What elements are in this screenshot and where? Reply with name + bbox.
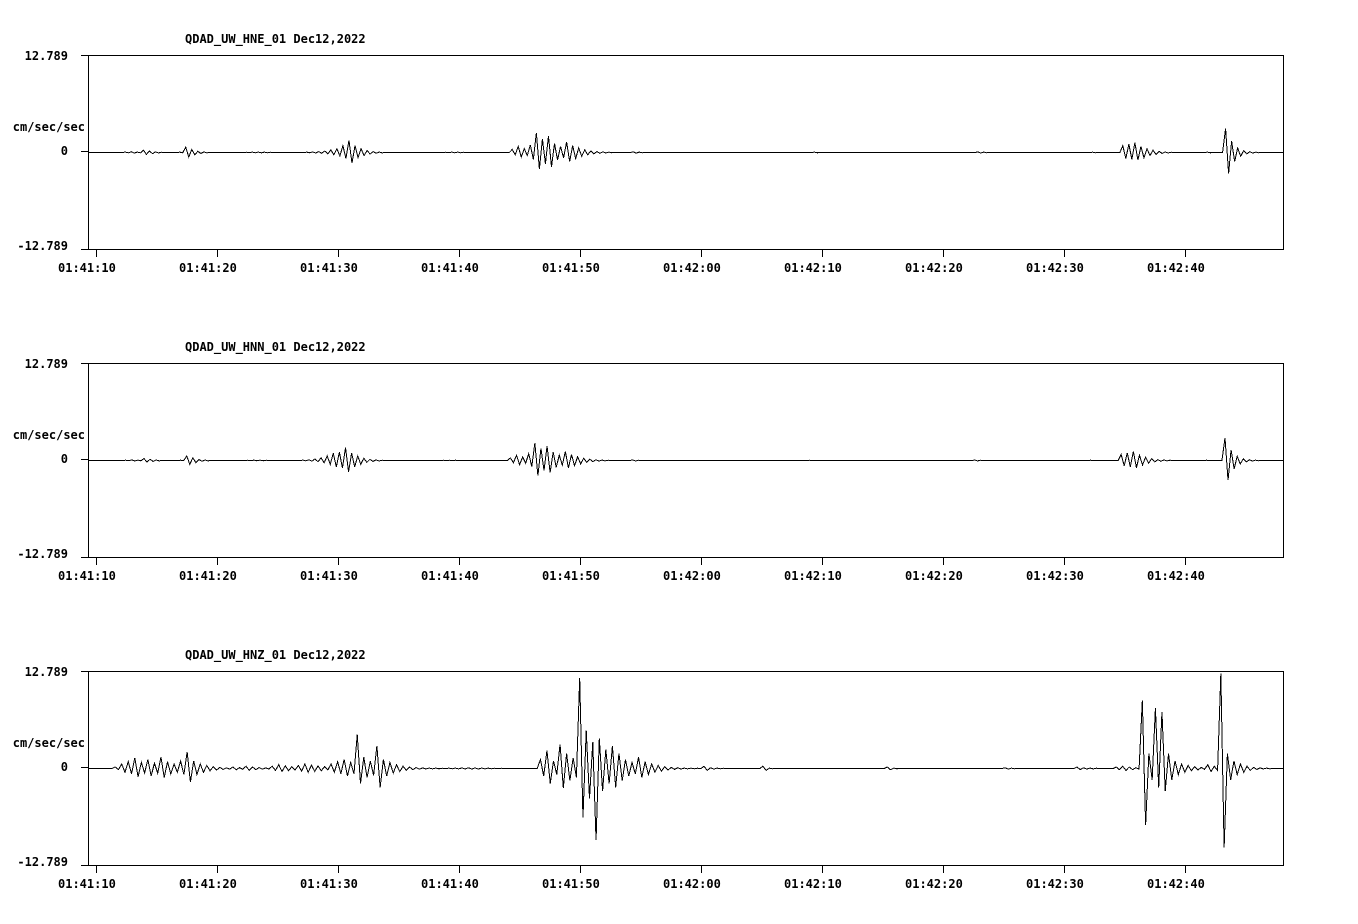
- x-tick-label: 01:42:30: [1026, 877, 1084, 891]
- ytick-mark: [81, 459, 89, 460]
- xtick-mark: [580, 250, 581, 257]
- waveform-hnz: [89, 672, 1283, 865]
- x-tick-label: 01:42:20: [905, 877, 963, 891]
- panel-hnz: [0, 616, 1358, 924]
- x-tick-label: 01:42:00: [663, 569, 721, 583]
- ytick-mark: [81, 151, 89, 152]
- x-tick-label: 01:42:10: [784, 877, 842, 891]
- x-tick-label: 01:42:30: [1026, 261, 1084, 275]
- xtick-mark: [1064, 250, 1065, 257]
- x-tick-label: 01:41:30: [300, 261, 358, 275]
- ytick-mark: [81, 363, 89, 364]
- x-tick-label: 01:41:10: [58, 877, 116, 891]
- x-tick-label: 01:42:40: [1147, 569, 1205, 583]
- xtick-mark: [822, 558, 823, 565]
- x-tick-label: 01:41:50: [542, 569, 600, 583]
- ytick-mark: [81, 671, 89, 672]
- xtick-mark: [1064, 866, 1065, 873]
- y-tick-min-hne: -12.789: [17, 239, 68, 253]
- x-tick-label: 01:41:40: [421, 877, 479, 891]
- x-tick-label: 01:42:00: [663, 877, 721, 891]
- xtick-mark: [1064, 558, 1065, 565]
- x-tick-label: 01:42:40: [1147, 261, 1205, 275]
- panel-hne: [0, 0, 1358, 308]
- y-tick-max-hne: 12.789: [24, 49, 68, 63]
- y-tick-max-hnn: 12.789: [24, 357, 68, 371]
- waveform-hnn: [89, 364, 1283, 557]
- ytick-mark: [81, 865, 89, 866]
- x-tick-label: 01:41:50: [542, 261, 600, 275]
- x-tick-label: 01:42:20: [905, 569, 963, 583]
- xtick-mark: [96, 558, 97, 565]
- xtick-mark: [459, 558, 460, 565]
- y-axis-label-hnn: cm/sec/sec: [12, 428, 85, 442]
- xtick-mark: [1185, 558, 1186, 565]
- panel-hnn: [0, 308, 1358, 616]
- y-tick-min-hnz: -12.789: [17, 855, 68, 869]
- xtick-mark: [459, 866, 460, 873]
- panel-title-hnn: QDAD_UW_HNN_01 Dec12,2022: [185, 340, 366, 354]
- x-tick-label: 01:42:10: [784, 261, 842, 275]
- xtick-mark: [943, 250, 944, 257]
- xtick-mark: [338, 250, 339, 257]
- xtick-mark: [459, 250, 460, 257]
- ytick-mark: [81, 249, 89, 250]
- x-tick-label: 01:41:50: [542, 877, 600, 891]
- x-tick-label: 01:42:00: [663, 261, 721, 275]
- y-tick-zero-hnz: 0: [60, 760, 68, 774]
- xtick-mark: [580, 558, 581, 565]
- x-tick-label: 01:42:20: [905, 261, 963, 275]
- xtick-mark: [701, 558, 702, 565]
- xtick-mark: [96, 866, 97, 873]
- x-tick-label: 01:41:20: [179, 569, 237, 583]
- x-tick-label: 01:41:10: [58, 261, 116, 275]
- xtick-mark: [338, 558, 339, 565]
- x-tick-label: 01:41:20: [179, 877, 237, 891]
- xtick-mark: [943, 866, 944, 873]
- x-tick-label: 01:42:30: [1026, 569, 1084, 583]
- xtick-mark: [1185, 866, 1186, 873]
- x-tick-label: 01:42:10: [784, 569, 842, 583]
- x-tick-label: 01:42:40: [1147, 877, 1205, 891]
- x-tick-label: 01:41:30: [300, 877, 358, 891]
- xtick-mark: [217, 866, 218, 873]
- waveform-hne: [89, 56, 1283, 249]
- y-tick-zero-hnn: 0: [60, 452, 68, 466]
- xtick-mark: [217, 558, 218, 565]
- xtick-mark: [217, 250, 218, 257]
- x-tick-label: 01:41:40: [421, 569, 479, 583]
- xtick-mark: [822, 250, 823, 257]
- y-tick-min-hnn: -12.789: [17, 547, 68, 561]
- xtick-mark: [1185, 250, 1186, 257]
- ytick-mark: [81, 557, 89, 558]
- x-tick-label: 01:41:10: [58, 569, 116, 583]
- x-tick-label: 01:41:20: [179, 261, 237, 275]
- y-tick-max-hnz: 12.789: [24, 665, 68, 679]
- xtick-mark: [701, 866, 702, 873]
- xtick-mark: [701, 250, 702, 257]
- xtick-mark: [580, 866, 581, 873]
- x-tick-label: 01:41:40: [421, 261, 479, 275]
- x-tick-label: 01:41:30: [300, 569, 358, 583]
- y-axis-label-hne: cm/sec/sec: [12, 120, 85, 134]
- panel-title-hnz: QDAD_UW_HNZ_01 Dec12,2022: [185, 648, 366, 662]
- xtick-mark: [943, 558, 944, 565]
- y-axis-label-hnz: cm/sec/sec: [12, 736, 85, 750]
- panel-title-hne: QDAD_UW_HNE_01 Dec12,2022: [185, 32, 366, 46]
- xtick-mark: [822, 866, 823, 873]
- xtick-mark: [338, 866, 339, 873]
- ytick-mark: [81, 767, 89, 768]
- ytick-mark: [81, 55, 89, 56]
- y-tick-zero-hne: 0: [60, 144, 68, 158]
- xtick-mark: [96, 250, 97, 257]
